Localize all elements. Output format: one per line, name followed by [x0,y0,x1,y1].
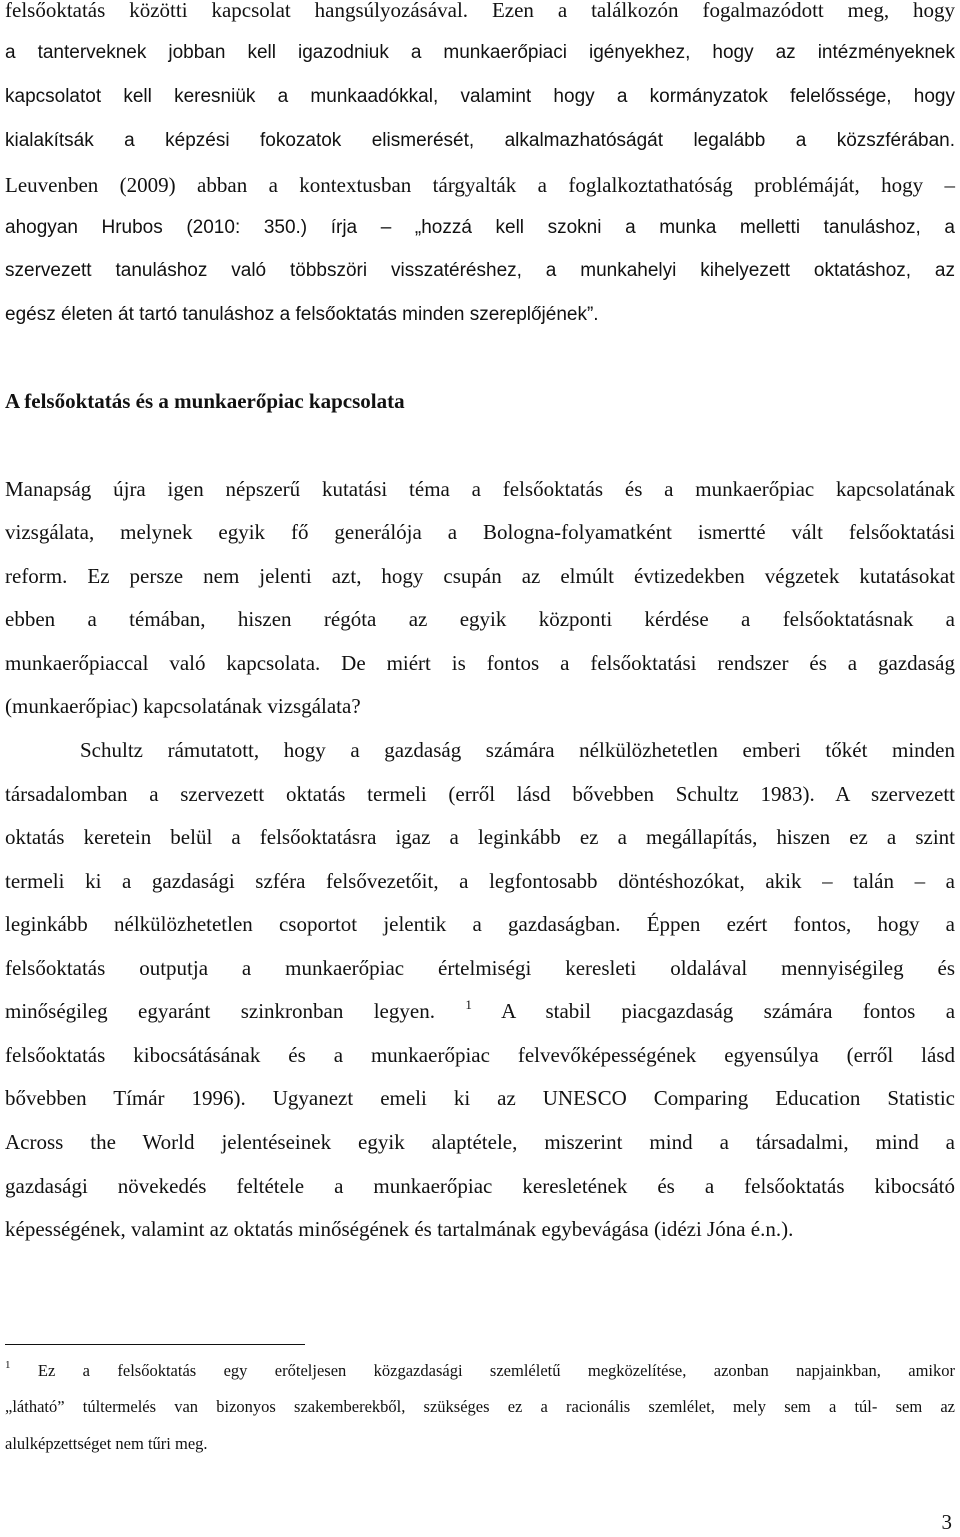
intro-line: a tanterveknek jobban kell igazodniuk a munkaerőpiaci igényekhez, hogy az intézményeknek [5,42,955,63]
paragraph-line: vizsgálata, melynek egyik fő generálója a Bologna-folyamatként ismertté vált felsőoktatási [5,520,955,544]
paragraph-line: bővebben Tímár 1996). Ugyanezt emeli ki az UNESCO Comparing Education Statistic [5,1086,955,1110]
footnote-text: Ez a felsőoktatás egy erőteljesen közgazdasági szemléletű megközelítése, azonban napjainkban, amikor [37,1361,956,1380]
intro-line: kialakítsák a képzési fokozatok elismerését, alkalmazhatóságát legalább a közszférában. [5,130,955,151]
page-number: 3 [941,1510,952,1534]
paragraph-line: munkaerőpiaccal való kapcsolata. De miért is fontos a felsőoktatási rendszer és a gazdaság [5,651,955,675]
intro-line: Leuvenben (2009) abban a kontextusban tárgyalták a foglalkoztathatóság problémáját, hogy – [5,173,955,197]
paragraph-text: A stabil piacgazdaság számára fontos a [501,999,956,1023]
intro-line: egész életen át tartó tanuláshoz a felsőoktatás minden szereplőjének”. [5,304,599,325]
paragraph-line [5,997,955,1025]
intro-line: szervezett tanuláshoz való többszöri visszatéréshez, a munkahelyi kihelyezett oktatáshoz, az [5,260,955,281]
paragraph-line: Schultz rámutatott, hogy a gazdaság számára nélkülözhetetlen emberi tőkét minden [80,738,955,762]
paragraph-line: (munkaerőpiac) kapcsolatának vizsgálata? [5,694,361,718]
footnote-separator [5,1344,305,1345]
paragraph-line: Manapság újra igen népszerű kutatási téma a felsőoktatás és a munkaerőpiac kapcsolatának [5,477,955,501]
paragraph-line: felsőoktatás kibocsátásának és a munkaerőpiac felvevőképességének egyensúlya (erről lásd [5,1043,955,1067]
intro-line: kapcsolatot kell keresniük a munkaadókkal, valamint hogy a kormányzatok felelőssége, hogy [5,86,955,107]
paragraph-line: Across the World jelentéseinek egyik alaptétele, miszerint mind a társadalmi, mind a [5,1130,955,1154]
paragraph-line: képességének, valamint az oktatás minőségének és tartalmának egybevágása (idézi Jóna é.n.). [5,1217,794,1241]
paragraph-line: gazdasági növekedés feltétele a munkaerőpiac keresletének és a felsőoktatás kibocsátó [5,1174,955,1198]
paragraph-line: leginkább nélkülözhetetlen csoportot jelentik a gazdaságban. Éppen ezért fontos, hogy a [5,912,955,936]
intro-line: ahogyan Hrubos (2010: 350.) írja – „hozzá kell szokni a munka melletti tanuláshoz, a [5,217,955,238]
footnote-line: „látható” túltermelés van bizonyos szakemberekből, szükséges ez a racionális szemlélet, mely sem a túl- sem az [5,1397,955,1416]
paragraph-line: felsőoktatás outputja a munkaerőpiac értelmiségi keresleti oldalával mennyiségileg és [5,956,955,980]
footnote-line [5,1360,955,1382]
paragraph-line: termeli ki a gazdasági szféra felsővezetőit, a legfontosabb döntéshozókat, akik – talán – a [5,869,955,893]
paragraph-line: reform. Ez persze nem jelenti azt, hogy csupán az elmúlt évtizedekben végzetek kutatásokat [5,564,955,588]
intro-line: felsőoktatás közötti kapcsolat hangsúlyozásával. Ezen a találkozón fogalmazódott meg, hogy [5,0,955,22]
paragraph-line: társadalomban a szervezett oktatás termeli (erről lásd bővebben Schultz 1983). A szervezett [5,782,955,806]
footnote-reference[interactable]: 1 [465,997,472,1012]
footnote-marker: 1 [5,1359,11,1371]
footnote-line: alulképzettséget nem tűri meg. [5,1434,208,1453]
section-heading: A felsőoktatás és a munkaerőpiac kapcsolata [5,389,405,413]
paragraph-line: oktatás keretein belül a felsőoktatásra igaz a leginkább ez a megállapítás, hiszen ez a szint [5,825,955,849]
paragraph-line: ebben a témában, hiszen régóta az egyik központi kérdése a felsőoktatásnak a [5,607,955,631]
paragraph-text: minőségileg egyaránt szinkronban legyen. [5,999,435,1023]
